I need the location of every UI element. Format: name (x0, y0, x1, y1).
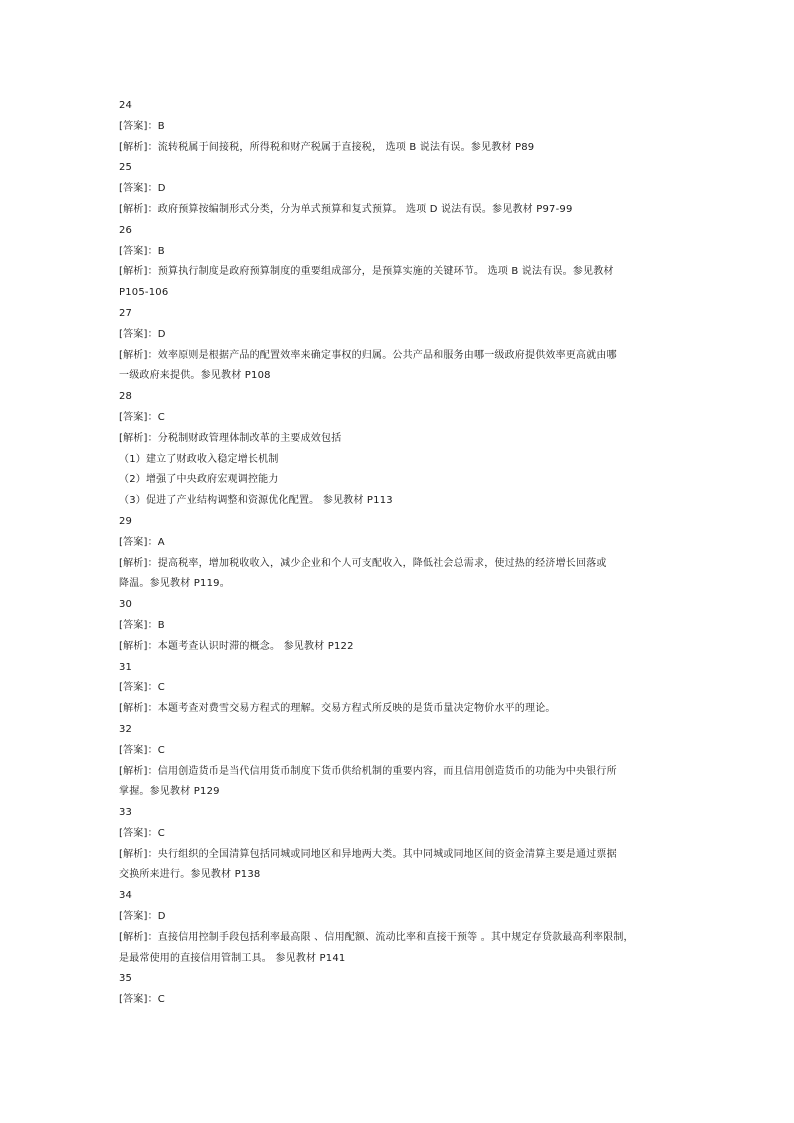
text-line: 交换所来进行。参见教材 P138 (119, 869, 261, 881)
text-line: 掌握。参见教材 P129 (119, 786, 220, 798)
text-line: 31 (119, 661, 133, 673)
text-line: [答案]：D (119, 911, 166, 923)
text-line: [答案]：C (119, 744, 165, 756)
text-line: 是最常使用的直接信用管制工具。 参见教材 P141 (119, 952, 346, 964)
text-line: （1）建立了财政收入稳定增长机制 (119, 453, 279, 465)
text-line: 一级政府来提供。参见教材 P108 (119, 370, 271, 382)
text-line: 29 (119, 515, 133, 527)
text-line: [解析]：效率原则是根据产品的配置效率来确定事权的归属。公共产品和服务由哪一级政府提供效率更高就由哪 (119, 349, 617, 361)
text-line: [答案]：C (119, 994, 165, 1006)
text-line: 30 (119, 599, 133, 611)
text-line: [解析]：预算执行制度是政府预算制度的重要组成部分，是预算实施的关键环节。 选项 B 说法有误。参见教材 (119, 266, 614, 278)
text-line: [解析]：分税制财政管理体制改革的主要成效包括 (119, 432, 342, 444)
text-line: [答案]：D (119, 183, 166, 195)
answer-list (119, 96, 714, 1011)
text-line: [答案]：C (119, 411, 165, 423)
text-line: 25 (119, 162, 133, 174)
text-line: [解析]：提高税率，增加税收收入，减少企业和个人可支配收入，降低社会总需求，使过热的经济增长回落或 (119, 557, 607, 569)
text-line: [解析]：直接信用控制手段包括利率最高限 、信用配额、流动比率和直接干预等 。其中规定存贷款最高利率限制， (119, 931, 634, 943)
text-line: [解析]：流转税属于间接税，所得税和财产税属于直接税， 选项 B 说法有误。参见教材 P89 (119, 141, 535, 153)
text-line: 32 (119, 723, 133, 735)
text-line: [解析]：央行组织的全国清算包括同城或同地区和异地两大类。其中同城或同地区间的资金清算主要是通过票据 (119, 848, 617, 860)
text-line: 降温。参见教材 P119。 (119, 578, 230, 590)
text-line: P105-106 (119, 287, 169, 299)
text-line: [答案]：A (119, 536, 165, 548)
text-line: [解析]：本题考查认识时滞的概念。 参见教材 P122 (119, 640, 354, 652)
text-line: [答案]：C (119, 827, 165, 839)
text-line: 33 (119, 807, 133, 819)
text-line: 26 (119, 224, 133, 236)
text-line: 28 (119, 391, 133, 403)
text-line: [答案]：B (119, 120, 165, 132)
text-line: [解析]：信用创造货币是当代信用货币制度下货币供给机制的重要内容，而且信用创造货币的功能为中央银行所 (119, 765, 617, 777)
text-line: （2）增强了中央政府宏观调控能力 (119, 474, 279, 486)
text-line: [答案]：D (119, 328, 166, 340)
text-line: 24 (119, 100, 133, 111)
text-line: （3）促进了产业结构调整和资源优化配置。 参见教材 P113 (119, 495, 393, 507)
text-line: 35 (119, 973, 133, 985)
text-line: [答案]：B (119, 245, 165, 257)
text-line: [答案]：B (119, 619, 165, 631)
text-line: [答案]：C (119, 682, 165, 694)
text-line: 27 (119, 307, 133, 319)
text-line: [解析]：本题考查对费雪交易方程式的理解。交易方程式所反映的是货币量决定物价水平的理论。 (119, 703, 556, 715)
text-line: 34 (119, 890, 133, 902)
text-line: [解析]：政府预算按编制形式分类，分为单式预算和复式预算。 选项 D 说法有误。参见教材 P97-99 (119, 203, 573, 215)
